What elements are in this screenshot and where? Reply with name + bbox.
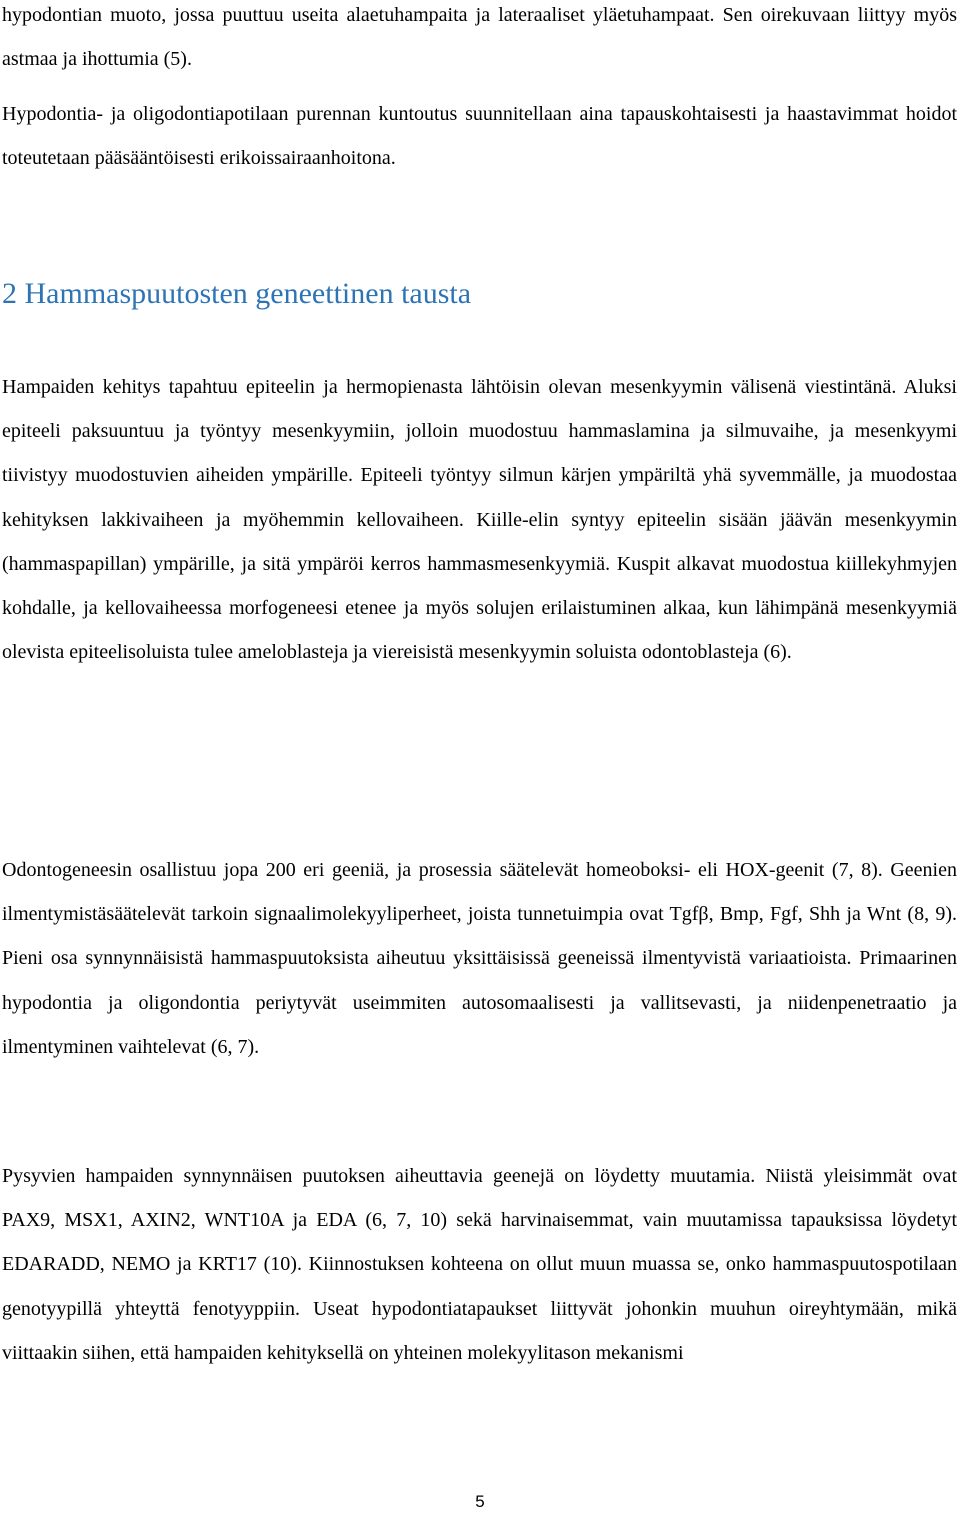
section-heading: 2 Hammaspuutosten geneettinen tausta: [2, 277, 472, 310]
intro-paragraph: hypodontian muoto, jossa puuttuu useita alaetuhampaita ja lateraaliset yläetuhampaat. Sen oirekuvaan liittyy myös astmaa ja ihottumia (5).: [2, 4, 957, 71]
body-paragraph-2: Odontogeneesin osallistuu jopa 200 eri geeniä, ja prosessia säätelevät homeoboksi- eli HOX-geenit (7, 8). Geenien ilmentymistäsäätelevät tarkoin signaalimolekyyliperheet, joista tunnetuimpia ovat Tgfβ, Bmp, Fgf, Shh ja Wnt (8, 9). Pieni osa synnynnäisistä hammaspuutoksista aiheutuu yksittäisissä geeneissä ilmentyvistä variaatioista. Primaarinen hypodontia ja oligondontia periytyvät useimmiten autosomaalisesti ja vallitsevasti, ja niidenpenetraatio ja ilmentyminen vaihtelevat (6, 7).: [2, 859, 957, 1058]
body-paragraph-3: Pysyvien hampaiden synnynnäisen puutoksen aiheuttavia geenejä on löydetty muutamia. Niistä yleisimmät ovat PAX9, MSX1, AXIN2, WNT10A ja EDA (6, 7, 10) sekä harvinaisemmat, vain muutamissa tapauksissa löydetyt EDARADD, NEMO ja KRT17 (10). Kiinnostuksen kohteena on ollut muun muassa se, onko hammaspuutospotilaan genotyypillä yhteyttä fenotyyppiin. Useat hypodontiatapaukset liittyvät johonkin muuhun oireyhtymään, mikä viittaakin siihen, että hampaiden kehityksellä on yhteinen molekyylitason mekanismi: [2, 1165, 957, 1364]
body-paragraph-1: Hampaiden kehitys tapahtuu epiteelin ja hermopienasta lähtöisin olevan mesenkyymin välisenä viestintänä. Aluksi epiteeli paksuuntuu ja työntyy mesenkyymiin, jolloin muodostuu hammaslamina ja silmuvaihe, ja mesenkyymi tiivistyy muodostuvien aiheiden ympärille. Epiteeli työntyy silmun kärjen ympäriltä yhä syvemmälle, ja muodostaa kehityksen lakkivaiheen ja myöhemmin kellovaiheen. Kiille-elin syntyy epiteelin sisään jäävän mesenkyymin (hammaspapillan) ympärille, ja sitä ympäröi kerros hammasmesenkyymiä. Kuspit alkavat muodostua kiillekyhmyjen kohdalle, ja kellovaiheessa morfogeneesi etenee ja myös solujen erilaistuminen alkaa, kun lähimpänä mesenkyymiä olevista epiteelisoluista tulee ameloblasteja ja viereisistä mesenkyymin soluista odontoblasteja (6).: [2, 376, 957, 664]
intro-paragraph-2: Hypodontia- ja oligodontiapotilaan purennan kuntoutus suunnitellaan aina tapauskohtaisesti ja haastavimmat hoidot toteutetaan pääsääntöisesti erikoissairaanhoitona.: [2, 103, 957, 170]
page-number: 5: [475, 1492, 485, 1511]
